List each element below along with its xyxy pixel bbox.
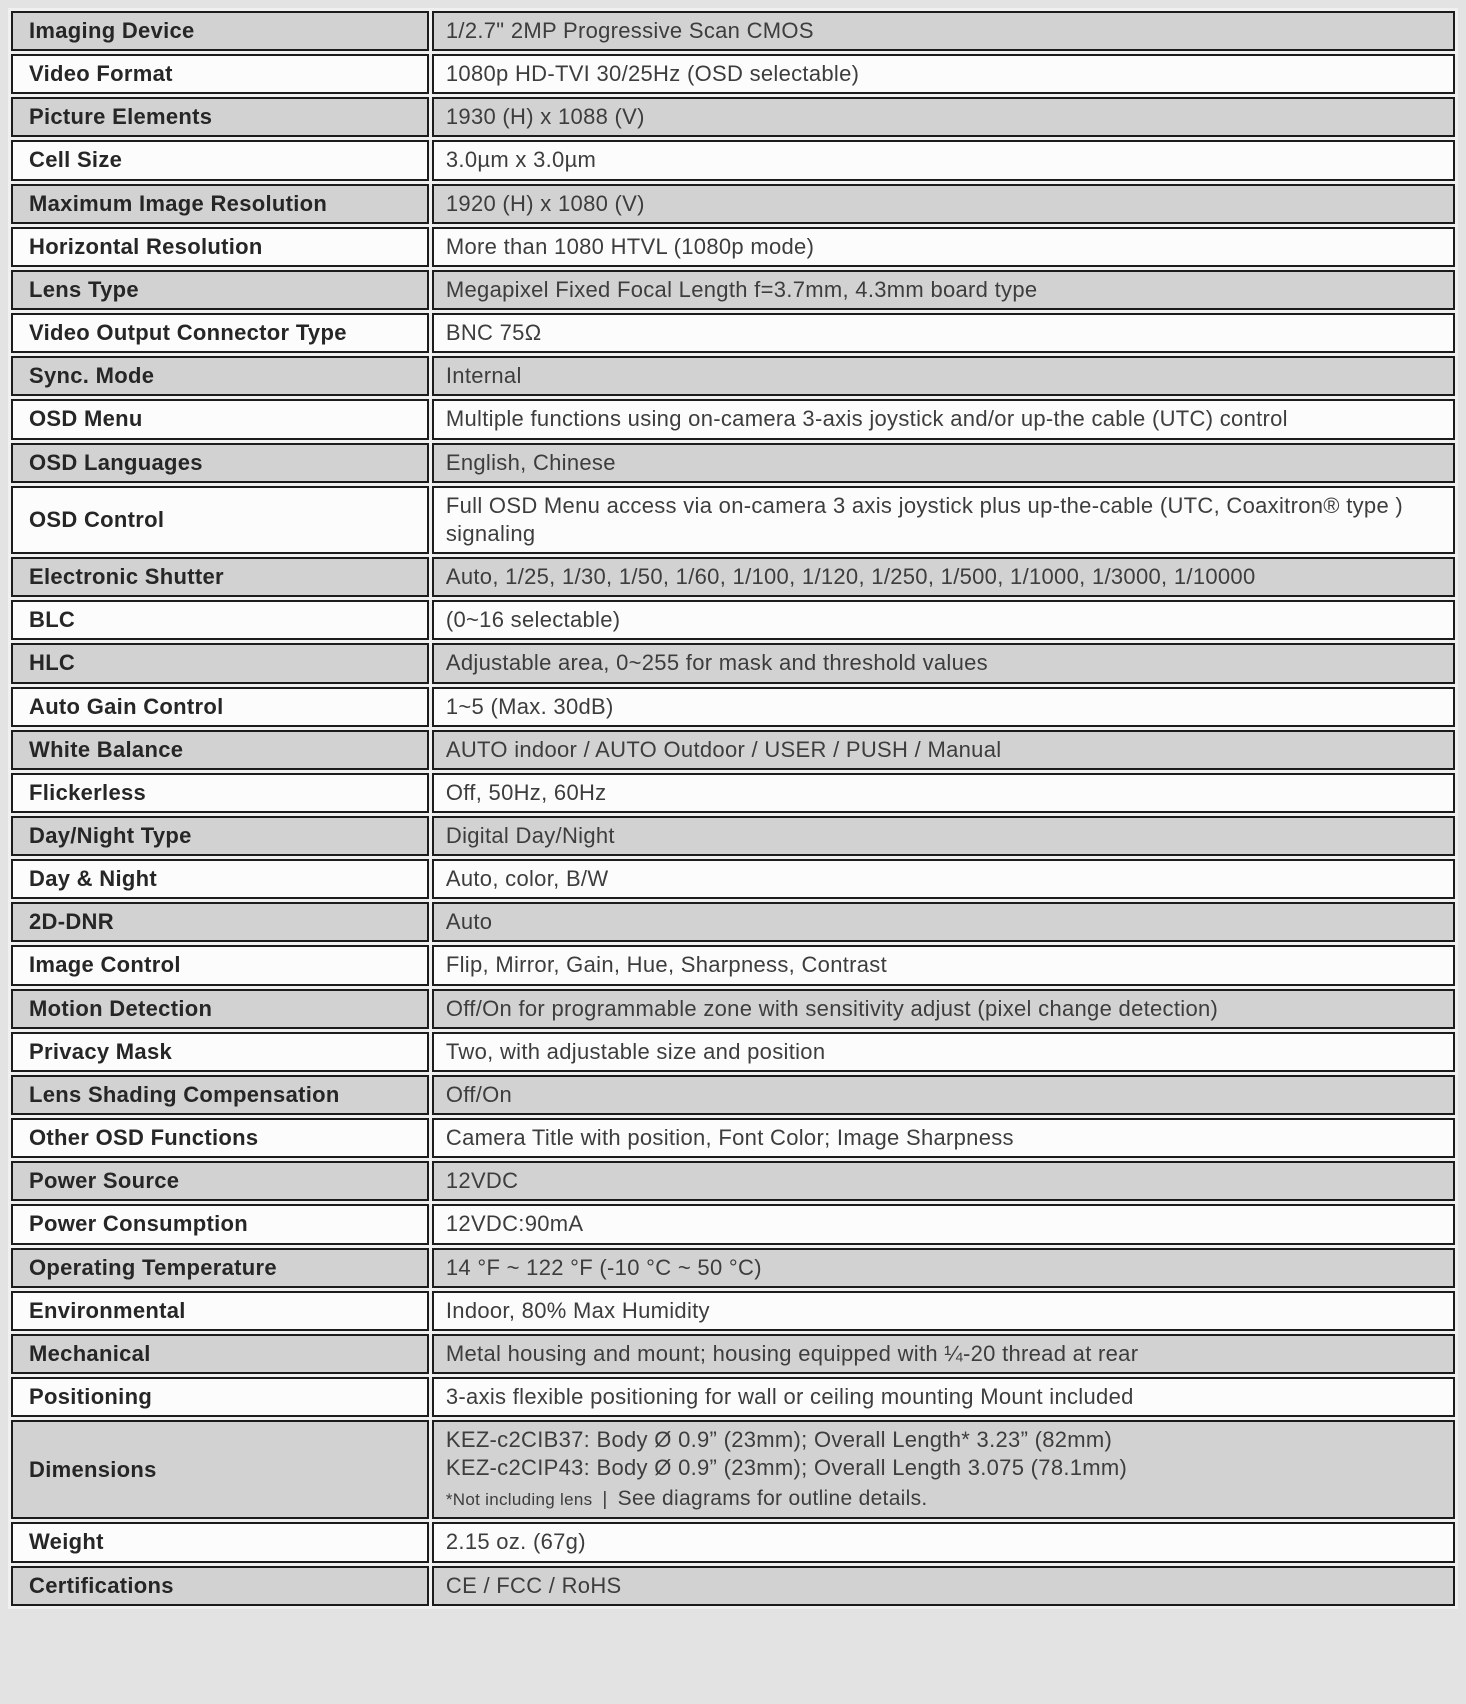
spec-row-image-control: [11, 945, 1455, 985]
spec-row-osd-menu: [11, 399, 1455, 439]
spec-value-cell: English, Chinese: [432, 443, 1455, 483]
spec-row-osd-languages: [11, 443, 1455, 483]
spec-label-cell: Weight: [11, 1522, 429, 1562]
spec-value-cell: Auto: [432, 902, 1455, 942]
spec-label-cell: Positioning: [11, 1377, 429, 1417]
spec-value-note: [446, 1484, 1441, 1513]
spec-row-mechanical: [11, 1334, 1455, 1374]
spec-row-white-balance: [11, 730, 1455, 770]
spec-value-line: KEZ-c2CIP43: Body Ø 0.9” (23mm); Overall Length 3.075 (78.1mm): [445, 1455, 1128, 1481]
spec-row-day-night-type: [11, 816, 1455, 856]
spec-row-dimensions: [11, 1420, 1455, 1519]
spec-row-day-night: [11, 859, 1455, 899]
spec-row-weight: [11, 1522, 1455, 1562]
spec-label-cell: Power Source: [11, 1161, 429, 1201]
spec-row-lens-type: [11, 270, 1455, 310]
spec-value-cell: 1080p HD-TVI 30/25Hz (OSD selectable): [432, 54, 1455, 94]
spec-value-cell: AUTO indoor / AUTO Outdoor / USER / PUSH / Manual: [432, 730, 1455, 770]
spec-value-cell: CE / FCC / RoHS: [432, 1566, 1455, 1606]
spec-row-video-output-connector-type: [11, 313, 1455, 353]
spec-value-cell: Auto, 1/25, 1/30, 1/50, 1/60, 1/100, 1/120, 1/250, 1/500, 1/1000, 1/3000, 1/10000: [432, 557, 1455, 597]
spec-label-cell: Certifications: [11, 1566, 429, 1606]
spec-row-certifications: [11, 1566, 1455, 1606]
spec-label-cell: Motion Detection: [11, 989, 429, 1029]
spec-label-cell: Image Control: [11, 945, 429, 985]
spec-row-power-source: [11, 1161, 1455, 1201]
spec-label-cell: Lens Shading Compensation: [11, 1075, 429, 1115]
spec-value-cell: 3-axis flexible positioning for wall or ceiling mounting Mount included: [432, 1377, 1455, 1417]
spec-label-cell: Day/Night Type: [11, 816, 429, 856]
spec-label-cell: Maximum Image Resolution: [11, 184, 429, 224]
spec-value-cell: 12VDC:90mA: [432, 1204, 1455, 1244]
spec-label-cell: White Balance: [11, 730, 429, 770]
spec-row-motion-detection: [11, 989, 1455, 1029]
spec-value-cell: Internal: [432, 356, 1455, 396]
spec-label-cell: Picture Elements: [11, 97, 429, 137]
spec-value-cell: Adjustable area, 0~255 for mask and threshold values: [432, 643, 1455, 683]
spec-label-cell: 2D-DNR: [11, 902, 429, 942]
spec-value-cell: Flip, Mirror, Gain, Hue, Sharpness, Contrast: [432, 945, 1455, 985]
spec-row-power-consumption: [11, 1204, 1455, 1244]
spec-value-cell: Multiple functions using on-camera 3-axis joystick and/or up-the cable (UTC) control: [432, 399, 1455, 439]
spec-value-cell: 14 °F ~ 122 °F (-10 °C ~ 50 °C): [432, 1248, 1455, 1288]
spec-row-flickerless: [11, 773, 1455, 813]
spec-row-operating-temperature: [11, 1248, 1455, 1288]
spec-value-cell: 1~5 (Max. 30dB): [432, 687, 1455, 727]
spec-value-line: KEZ-c2CIB37: Body Ø 0.9” (23mm); Overall Length* 3.23” (82mm): [445, 1427, 1113, 1453]
spec-value-cell: Megapixel Fixed Focal Length f=3.7mm, 4.3mm board type: [432, 270, 1455, 310]
spec-value-cell: 1920 (H) x 1080 (V): [432, 184, 1455, 224]
spec-value-cell: Digital Day/Night: [432, 816, 1455, 856]
spec-label-cell: Sync. Mode: [11, 356, 429, 396]
spec-value-cell: Auto, color, B/W: [432, 859, 1455, 899]
spec-label-cell: Auto Gain Control: [11, 687, 429, 727]
spec-row-positioning: [11, 1377, 1455, 1417]
spec-row-auto-gain-control: [11, 687, 1455, 727]
spec-value-cell: (0~16 selectable): [432, 600, 1455, 640]
spec-value-cell: 1/2.7" 2MP Progressive Scan CMOS: [432, 11, 1455, 51]
spec-label-cell: HLC: [11, 643, 429, 683]
spec-row-lens-shading-compensation: [11, 1075, 1455, 1115]
spec-row-sync-mode: [11, 356, 1455, 396]
spec-label-cell: Environmental: [11, 1291, 429, 1331]
spec-value-cell: Metal housing and mount; housing equipped with ¼-20 thread at rear: [432, 1334, 1455, 1374]
spec-row-osd-control: [11, 486, 1455, 554]
spec-row-2d-dnr: [11, 902, 1455, 942]
spec-value-cell: [432, 1420, 1455, 1519]
spec-value-cell: Off/On for programmable zone with sensitivity adjust (pixel change detection): [432, 989, 1455, 1029]
spec-label-cell: OSD Control: [11, 486, 429, 554]
spec-value-cell: More than 1080 HTVL (1080p mode): [432, 227, 1455, 267]
spec-value-cell: Off/On: [432, 1075, 1455, 1115]
spec-value-cell: Indoor, 80% Max Humidity: [432, 1291, 1455, 1331]
spec-note-text: See diagrams for outline details.: [617, 1487, 928, 1511]
spec-note-asterisk: *Not including lens: [445, 1490, 593, 1510]
spec-value-cell: Two, with adjustable size and position: [432, 1032, 1455, 1072]
spec-value-cell: Full OSD Menu access via on-camera 3 axis joystick plus up-the-cable (UTC, Coaxitron® type ) signaling: [432, 486, 1455, 554]
spec-row-maximum-image-resolution: [11, 184, 1455, 224]
spec-note-separator: |: [602, 1489, 608, 1511]
spec-label-cell: Video Format: [11, 54, 429, 94]
spec-label-cell: Flickerless: [11, 773, 429, 813]
spec-label-cell: Imaging Device: [11, 11, 429, 51]
spec-value-cell: Camera Title with position, Font Color; Image Sharpness: [432, 1118, 1455, 1158]
spec-value-cell: 3.0µm x 3.0µm: [432, 140, 1455, 180]
spec-row-video-format: [11, 54, 1455, 94]
spec-value-cell: BNC 75Ω: [432, 313, 1455, 353]
spec-value-cell: Off, 50Hz, 60Hz: [432, 773, 1455, 813]
spec-label-cell: Electronic Shutter: [11, 557, 429, 597]
spec-table: [8, 8, 1458, 1609]
spec-value-cell: 1930 (H) x 1088 (V): [432, 97, 1455, 137]
spec-label-cell: Power Consumption: [11, 1204, 429, 1244]
spec-label-cell: OSD Languages: [11, 443, 429, 483]
spec-row-blc: [11, 600, 1455, 640]
spec-label-cell: Horizontal Resolution: [11, 227, 429, 267]
spec-label-cell: Dimensions: [11, 1420, 429, 1519]
spec-label-cell: Day & Night: [11, 859, 429, 899]
spec-row-hlc: [11, 643, 1455, 683]
spec-label-cell: Lens Type: [11, 270, 429, 310]
spec-label-cell: Mechanical: [11, 1334, 429, 1374]
spec-label-cell: OSD Menu: [11, 399, 429, 439]
spec-label-cell: Operating Temperature: [11, 1248, 429, 1288]
spec-label-cell: BLC: [11, 600, 429, 640]
spec-label-cell: Cell Size: [11, 140, 429, 180]
spec-row-horizontal-resolution: [11, 227, 1455, 267]
spec-label-cell: Other OSD Functions: [11, 1118, 429, 1158]
spec-table-body: [11, 11, 1455, 1606]
spec-row-imaging-device: [11, 11, 1455, 51]
spec-row-environmental: [11, 1291, 1455, 1331]
spec-label-cell: Video Output Connector Type: [11, 313, 429, 353]
spec-row-cell-size: [11, 140, 1455, 180]
spec-row-picture-elements: [11, 97, 1455, 137]
spec-value-cell: 12VDC: [432, 1161, 1455, 1201]
spec-label-cell: Privacy Mask: [11, 1032, 429, 1072]
spec-row-electronic-shutter: [11, 557, 1455, 597]
spec-row-other-osd-functions: [11, 1118, 1455, 1158]
spec-row-privacy-mask: [11, 1032, 1455, 1072]
spec-value-cell: 2.15 oz. (67g): [432, 1522, 1455, 1562]
